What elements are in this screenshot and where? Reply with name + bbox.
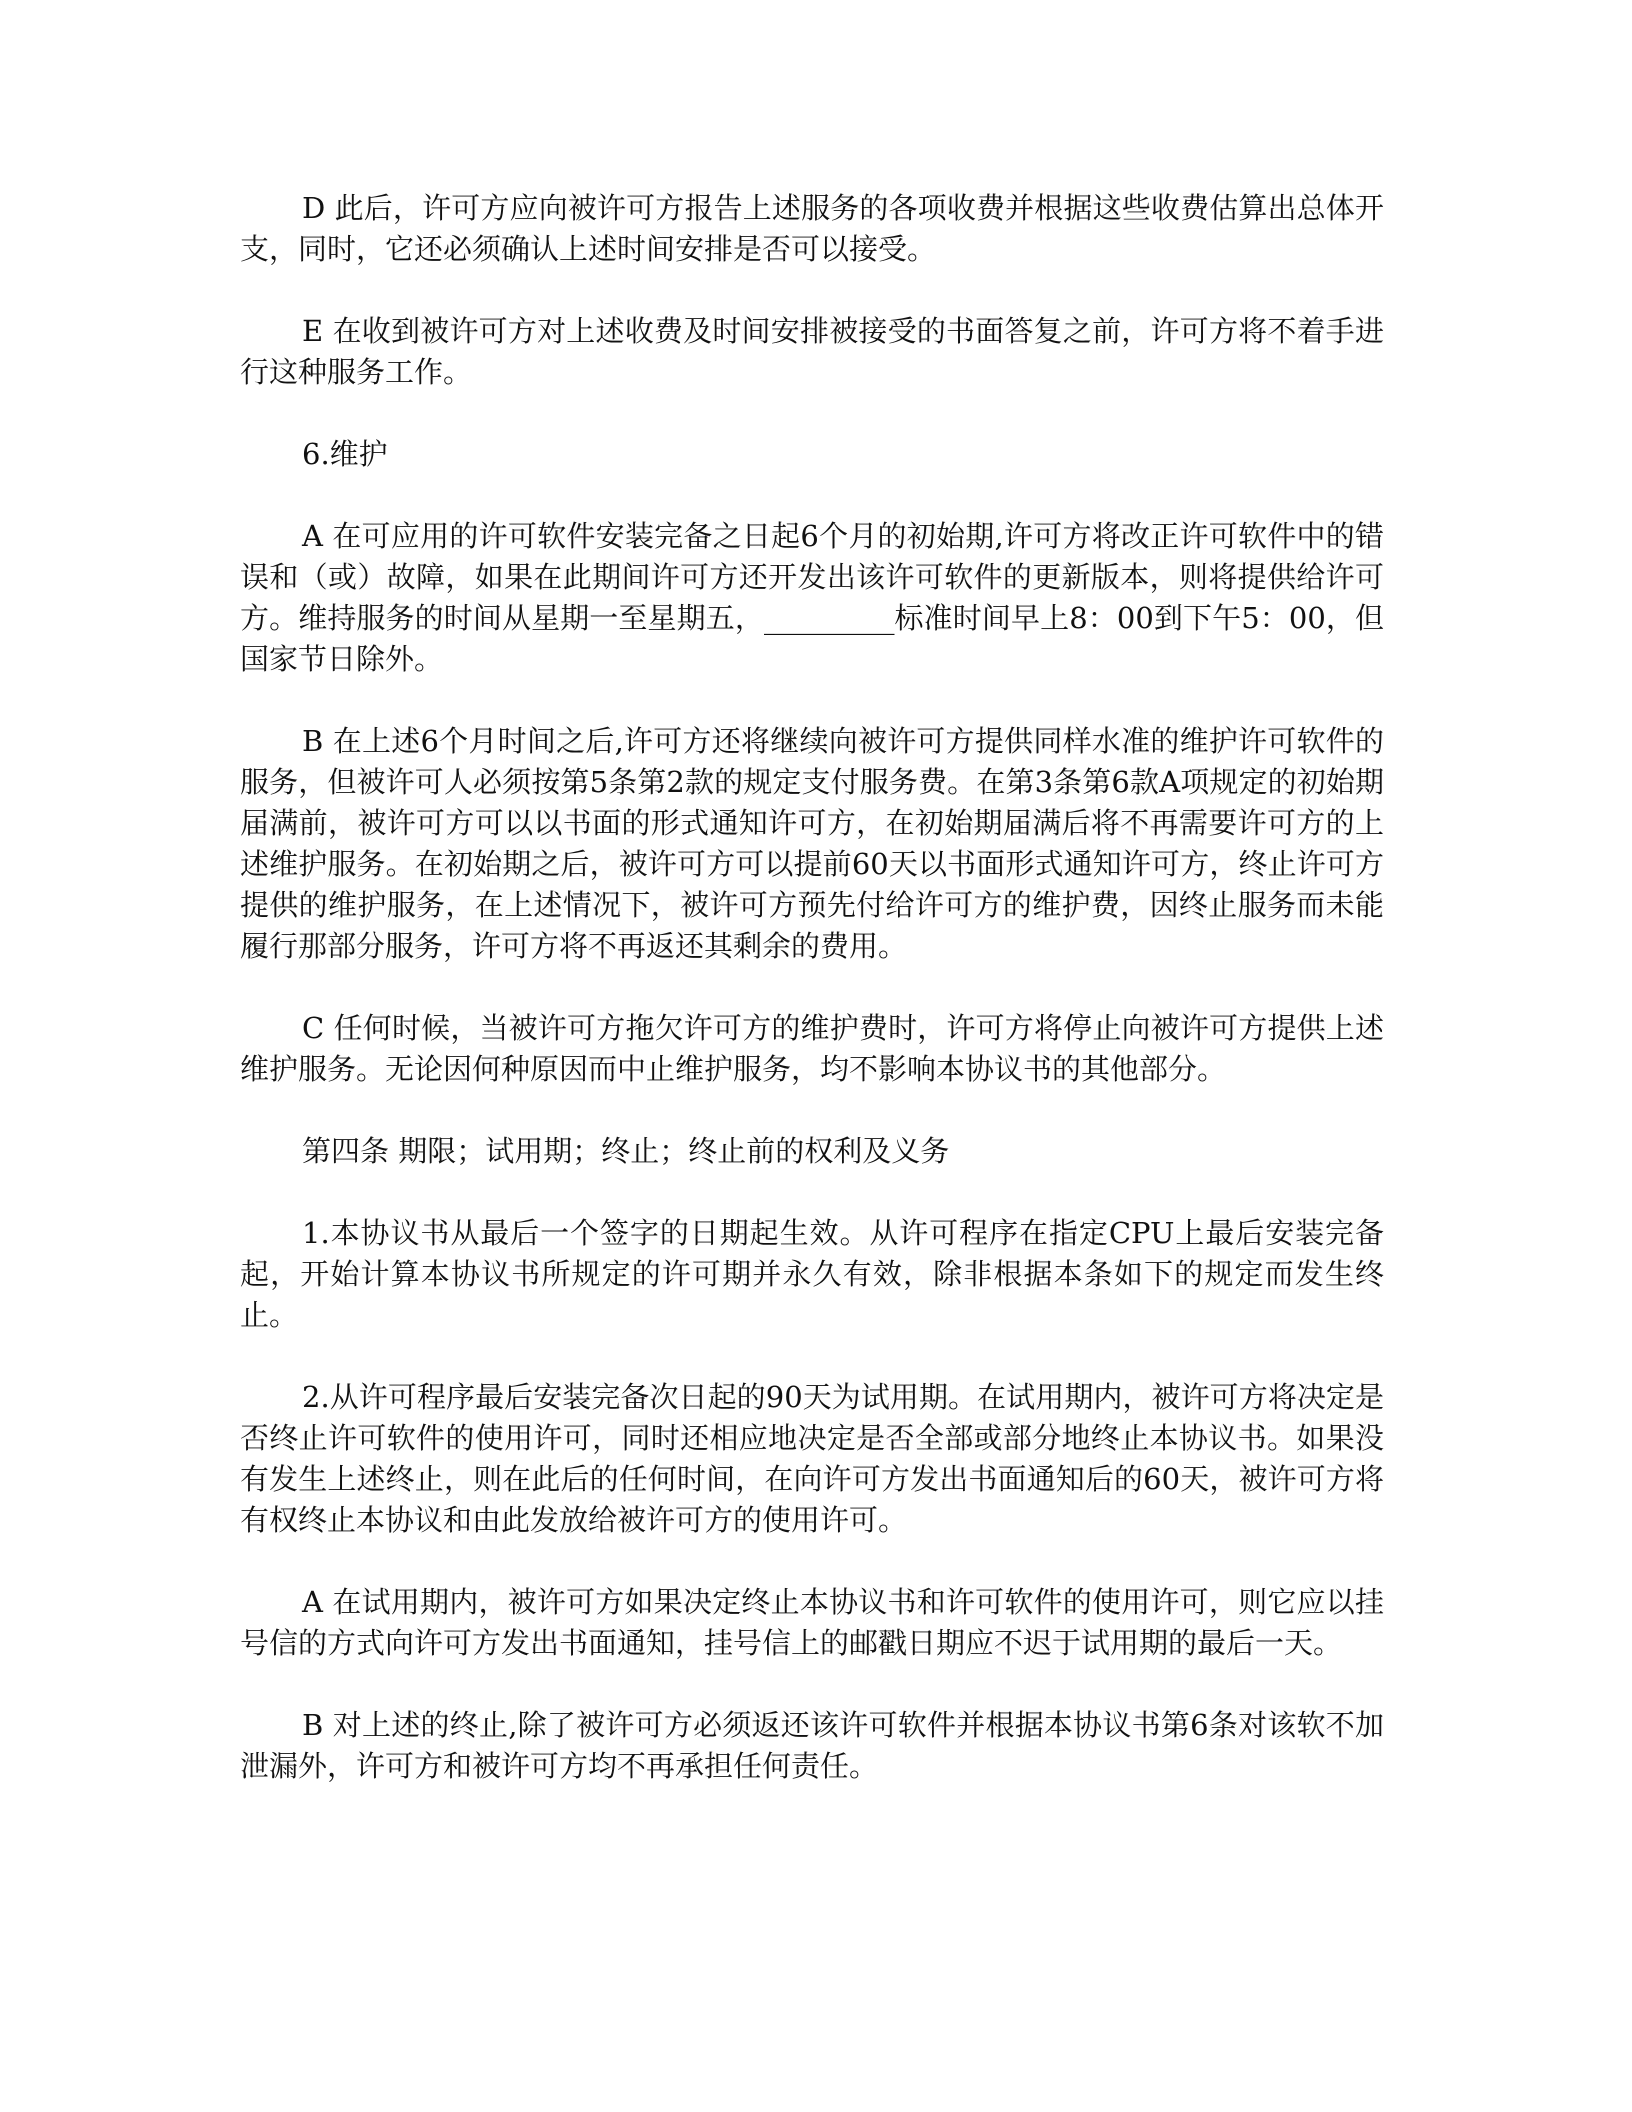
paragraph-article4-2: 2.从许可程序最后安装完备次日起的90天为试用期。在试用期内，被许可方将决定是否终止许可软件的使用许可，同时还相应地决定是否全部或部分地终止本协议书。如果没有发生上述终止，则在此后的任何时间，在向许可方发出书面通知后的60天，被许可方将有权终止本协议和由此发放给被许可方的使用许可。 — [240, 1380, 1384, 1537]
article-four-heading: 第四条 期限；试用期；终止；终止前的权利及义务 — [302, 1134, 950, 1168]
paragraph-service-5e: E 在收到被许可方对上述收费及时间安排被接受的书面答复之前，许可方将不着手进行这种服务工作。 — [240, 314, 1384, 389]
paragraph-maintenance-c: C 任何时候，当被许可方拖欠许可方的维护费时，许可方将停止向被许可方提供上述维护服务。无论因何种原因而中止维护服务，均不影响本协议书的其他部分。 — [240, 1011, 1384, 1086]
document-body — [240, 188, 1384, 1828]
paragraph-article4-2b: B 对上述的终止,除了被许可方必须返还该许可软件并根据本协议书第6条对该软不加泄漏外，许可方和被许可方均不再承担任何责任。 — [240, 1708, 1384, 1783]
paragraph-maintenance-a: A 在可应用的许可软件安装完备之日起6个月的初始期,许可方将改正许可软件中的错误和（或）故障，如果在此期间许可方还开发出该许可软件的更新版本，则将提供给许可方。维持服务的时间从星期一至星期五，_________标准时间早上8：00到下午5：00，但国家节日除外。 — [240, 519, 1384, 676]
paragraph-article4-2a: A 在试用期内，被许可方如果决定终止本协议书和许可软件的使用许可，则它应以挂号信的方式向许可方发出书面通知，挂号信上的邮戳日期应不迟于试用期的最后一天。 — [240, 1585, 1384, 1660]
paragraph-service-5d: D 此后，许可方应向被许可方报告上述服务的各项收费并根据这些收费估算出总体开支，同时，它还必须确认上述时间安排是否可以接受。 — [240, 191, 1384, 266]
paragraph-maintenance-b: B 在上述6个月时间之后,许可方还将继续向被许可方提供同样水准的维护许可软件的服务，但被许可人必须按第5条第2款的规定支付服务费。在第3条第6款A项规定的初始期届满前，被许可方可以以书面的形式通知许可方，在初始期届满后将不再需要许可方的上述维护服务。在初始期之后，被许可方可以提前60天以书面形式通知许可方，终止许可方提供的维护服务，在上述情况下，被许可方预先付给许可方的维护费，因终止服务而未能履行那部分服务，许可方将不再返还其剩余的费用。 — [240, 724, 1384, 963]
section-heading-maintenance: 6.维护 — [302, 437, 388, 471]
paragraph-article4-1: 1.本协议书从最后一个签字的日期起生效。从许可程序在指定CPU上最后安装完备起，开始计算本协议书所规定的许可期并永久有效，除非根据本条如下的规定而发生终止。 — [240, 1216, 1384, 1332]
